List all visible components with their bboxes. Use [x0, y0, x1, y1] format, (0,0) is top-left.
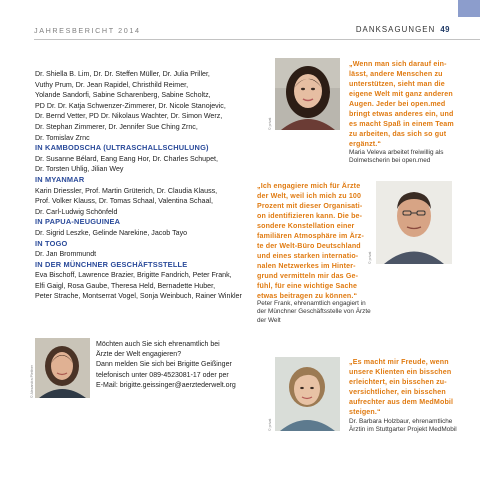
quote-line: ergänzt.“ — [349, 140, 382, 148]
attribution-line: der Welt — [257, 316, 281, 324]
quote-maria-veleva — [349, 59, 480, 149]
cta-line: Dann melden Sie sich bei Brigitte Geißinger — [96, 361, 232, 369]
quote-peter-frank — [257, 181, 369, 301]
photo-credit: © privat — [268, 418, 272, 431]
name-line: Karin Driessler, Prof. Martin Grüterich, Dr. Claudia Klauss, — [35, 186, 218, 195]
name-line: Elfi Gaigl, Rosa Gaube, Theresa Held, Bernadette Huber, — [35, 281, 216, 290]
name-line: Dr. Shiella B. Lim, Dr. Dr. Steffen Müller, Dr. Julia Priller, — [35, 70, 210, 78]
name-line: Dr. Sigrid Leszke, Gelinde Narekine, Jacob Tayo — [35, 228, 188, 237]
corner-tab — [458, 0, 480, 17]
name-line: Dr. Bernd Vetter, PD Dr. Nikolaus Wachter, Dr. Simon Werz, — [35, 112, 223, 121]
cta-line: telefonisch unter 089-4523081-17 oder per — [96, 371, 229, 379]
quote-line: lässt, andere Menschen zu — [349, 70, 443, 78]
quote-line: „Es macht mir Freude, wenn — [349, 358, 449, 366]
quote-line: on identifizieren kann. Die be- — [257, 212, 363, 220]
quote-line: und eines starken internatio- — [257, 252, 359, 260]
section-title: DANKSAGUNGEN — [355, 25, 436, 34]
name-line: Dr. Carl-Ludwig Schönfeld — [35, 207, 118, 216]
cta-line: Ärzte der Welt engagieren? — [96, 351, 182, 359]
quote-line: erleichtert, ein bisschen zu- — [349, 378, 447, 386]
attribution-line: Dolmetscherin bei open.med — [349, 157, 431, 165]
quote-line: grund vermitteln mir das Ge- — [257, 272, 359, 280]
quote-line: steigen.“ — [349, 408, 381, 416]
quote-line: versichtlicher, ein bisschen — [349, 388, 446, 396]
name-line: Dr. Susanne Bélard, Eang Eang Hor, Dr. Charles Schupet, — [35, 154, 218, 163]
quote-line: etwas beitragen zu können.“ — [257, 292, 358, 300]
section-heading-papua: IN PAPUA-NEUGUINEA — [35, 217, 121, 227]
quote-line: familiären Atmosphäre im Ärz- — [257, 232, 364, 240]
attribution-peter-frank — [257, 300, 372, 325]
photo-credit: © privat — [268, 117, 272, 130]
name-line: Prof. Volker Klauss, Dr. Tomas Schaal, Valentina Schaal, — [35, 197, 213, 206]
name-line: PD Dr. Dr. Katja Schwenzer-Zimmerer, Dr. Nicole Stanojevic, — [35, 101, 226, 110]
name-line: Peter Strache, Montserrat Vogel, Sonja Weinbuch, Rainer Winkler — [35, 292, 242, 301]
quote-line: unsere Klienten ein bisschen — [349, 368, 452, 376]
quote-barbara-holzbaur — [349, 357, 480, 417]
section-heading-myanmar: IN MYANMAR — [35, 174, 85, 184]
report-title: JAHRESBERICHT 2014 — [34, 26, 141, 35]
portrait-photo-maria-veleva — [275, 58, 340, 130]
name-line: Dr. Torsten Uhlig, Jilian Wey — [35, 165, 124, 174]
section-heading-muenchen: IN DER MÜNCHNER GESCHÄFTSSTELLE — [35, 259, 188, 269]
cta-line: Möchten auch Sie sich ehrenamtlich bei — [96, 341, 220, 348]
portrait-photo-peter-frank — [376, 181, 452, 264]
name-line: Vuthy Prum, Dr. Jean Rapidel, Christhild Reimer, — [35, 80, 189, 89]
volunteer-call-to-action — [96, 340, 286, 391]
header-rule — [34, 39, 480, 40]
name-line: Eva Bischoff, Lawrence Brazier, Brigitte Fandrich, Peter Frank, — [35, 271, 232, 280]
portrait-photo-brigitte-geissinger — [35, 338, 90, 398]
attribution-line: Dr. Barbara Holzbaur, ehrenamtliche — [349, 418, 453, 425]
photo-credit: © privat — [368, 251, 372, 264]
quote-line: sondere Konstellation einer — [257, 222, 355, 230]
page-header-right — [356, 25, 450, 34]
section-heading-togo: IN TOGO — [35, 238, 68, 248]
thanks-list — [35, 69, 267, 302]
attribution-line: Peter Frank, ehrenamtlich engagiert in — [257, 300, 366, 307]
quote-line: fühl, für eine wichtige Sache — [257, 282, 358, 290]
photo-credit: © Alexandra Plettner — [30, 364, 34, 398]
quote-line: eigene Welt mit ganz anderen — [349, 90, 453, 98]
attribution-line: der Münchner Geschäftsstelle von Ärzte — [257, 308, 371, 316]
quote-line: Augen. Jeder bei open.med — [349, 100, 446, 108]
quote-line: unterstützen, sieht man die — [349, 80, 445, 88]
attribution-maria-veleva — [349, 149, 480, 166]
quote-line: aufrechter aus dem MedMobil — [349, 398, 454, 406]
quote-line: „Ich engagiere mich für Ärzte — [257, 182, 361, 190]
name-line: Dr. Tomislav Zrnc — [35, 133, 90, 142]
attribution-line: Maria Veleva arbeitet freiwillig als — [349, 149, 444, 156]
quote-line: der Welt, weil ich mich zu 100 — [257, 192, 362, 200]
name-line: Dr. Stephan Zimmerer, Dr. Jennifer Sue Ching Zrnc, — [35, 122, 198, 131]
quote-line: bringt etwas anderes ein, und — [349, 110, 454, 118]
section-heading-kambodscha: IN KAMBODSCHA (ULTRASCHALLSCHULUNG) — [35, 143, 209, 153]
quote-line: nalen Netzwerkes im Hinter- — [257, 262, 356, 270]
name-line: Dr. Jan Brommundt — [35, 250, 97, 259]
quote-line: te der Welt-Büro Deutschland — [257, 242, 361, 250]
name-line: Yolande Sandorfi, Sabine Scharenberg, Sabine Scholtz, — [35, 91, 211, 100]
attribution-line: Ärztin im Stuttgarter Projekt MedMobil — [349, 426, 457, 434]
quote-line: zu arbeiten, das sich so gut — [349, 130, 447, 138]
contact-email[interactable]: E-Mail: brigitte.geissinger@aerztederwelt.org — [96, 381, 236, 389]
quote-line: Prozent mit dieser Organisati- — [257, 202, 363, 210]
page-number: 49 — [440, 25, 450, 34]
quote-line: es macht Spaß in einem Team — [349, 120, 454, 128]
attribution-barbara-holzbaur — [349, 418, 480, 435]
portrait-photo-barbara-holzbaur — [275, 357, 340, 431]
quote-line: „Wenn man sich darauf ein- — [349, 60, 447, 68]
